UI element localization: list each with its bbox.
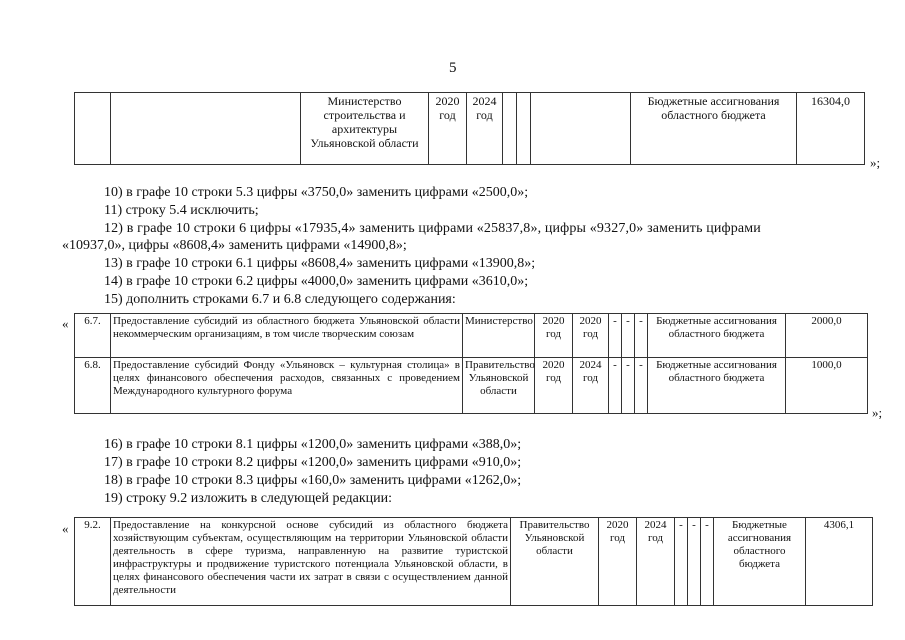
paragraph-15: 15) дополнить строками 6.7 и 6.8 следующего содержания:	[104, 292, 456, 307]
cell-source: Бюджетные ассигнования областного бюджета	[631, 93, 797, 165]
paragraph-14: 14) в графе 10 строки 6.2 цифры «4000,0» заменить цифрами «3610,0»;	[104, 274, 529, 289]
cell-source: Бюджетные ассигнования областного бюджета	[648, 358, 786, 414]
cell-p3: -	[635, 358, 648, 414]
cell-executor: Министерство	[463, 314, 535, 358]
table-row	[75, 93, 865, 165]
cell-executor: Правительство Ульяновской области	[511, 518, 599, 606]
paragraph-16: 16) в графе 10 строки 8.1 цифры «1200,0» заменить цифрами «388,0»;	[104, 437, 522, 452]
cell-name: Предоставление на конкурсной основе субсидий из областного бюджета хозяйствующим субъектам, осуществляющим на территории Ульяновской области деятельность в сфере туризма, направленную на развитие туристской инфраструктуры и продвижение туристского потенциала Ульяновской области, в целях финансового обеспечения части их затрат в связи с осуществлением данной деятельности	[111, 518, 511, 606]
cell-start: 2020 год	[535, 314, 573, 358]
paragraph-13: 13) в графе 10 строки 6.1 цифры «8608,4» заменить цифрами «13900,8»;	[104, 256, 536, 271]
cell-total: 1000,0	[786, 358, 868, 414]
cell-source: Бюджетные ассигнования областного бюджета	[648, 314, 786, 358]
cell-end: 2024 год	[467, 93, 503, 165]
cell-p3	[531, 93, 631, 165]
paragraph-17: 17) в графе 10 строки 8.2 цифры «1200,0» заменить цифрами «910,0»;	[104, 455, 522, 470]
table-row	[75, 314, 868, 358]
table-replacement-row	[74, 517, 873, 606]
cell-source: Бюджетные ассигнования областного бюджета	[714, 518, 806, 606]
cell-num: 6.8.	[75, 358, 111, 414]
cell-name	[111, 93, 301, 165]
opening-quote-2: «	[62, 316, 69, 331]
cell-p1: -	[675, 518, 688, 606]
page-number: 5	[449, 60, 457, 76]
cell-num: 6.7.	[75, 314, 111, 358]
cell-end: 2020 год	[573, 314, 609, 358]
cell-name: Предоставление субсидий Фонду «Ульяновск – культурная столица» в целях финансового обеспечения расходов, связанных с проведением Международного культурного форума	[111, 358, 463, 414]
paragraph-11: 11) строку 5.4 исключить;	[104, 203, 259, 218]
cell-p3: -	[635, 314, 648, 358]
cell-end: 2024 год	[637, 518, 675, 606]
cell-num	[75, 93, 111, 165]
cell-executor: Министерство строительства и архитектуры Ульяновской области	[301, 93, 429, 165]
cell-p2: -	[688, 518, 701, 606]
opening-quote-3: «	[62, 521, 69, 536]
closing-quote-1: »;	[870, 155, 881, 170]
cell-total: 16304,0	[797, 93, 865, 165]
cell-start: 2020 год	[535, 358, 573, 414]
cell-total: 4306,1	[806, 518, 873, 606]
cell-p2	[517, 93, 531, 165]
cell-end: 2024 год	[573, 358, 609, 414]
cell-executor: Правительство Ульяновской области	[463, 358, 535, 414]
cell-p2: -	[622, 314, 635, 358]
cell-p3: -	[701, 518, 714, 606]
cell-p1: -	[609, 314, 622, 358]
table-continuation	[74, 92, 865, 165]
table-row	[75, 518, 873, 606]
cell-start: 2020 год	[599, 518, 637, 606]
paragraph-19: 19) строку 9.2 изложить в следующей редакции:	[104, 491, 393, 506]
cell-p1: -	[609, 358, 622, 414]
paragraph-18: 18) в графе 10 строки 8.3 цифры «160,0» заменить цифрами «1262,0»;	[104, 473, 522, 488]
closing-quote-2: »;	[872, 405, 883, 420]
cell-total: 2000,0	[786, 314, 868, 358]
cell-p1	[503, 93, 517, 165]
cell-num: 9.2.	[75, 518, 111, 606]
cell-start: 2020 год	[429, 93, 467, 165]
cell-p2: -	[622, 358, 635, 414]
paragraph-10: 10) в графе 10 строки 5.3 цифры «3750,0» заменить цифрами «2500,0»;	[104, 185, 529, 200]
table-row	[75, 358, 868, 414]
paragraph-12-cont: «10937,0», цифры «8608,4» заменить цифрами «14900,8»;	[62, 238, 407, 253]
paragraph-12: 12) в графе 10 строки 6 цифры «17935,4» заменить цифрами «25837,8», цифры «9327,0» заменить цифрами	[104, 221, 761, 236]
table-new-rows	[74, 313, 868, 414]
cell-name: Предоставление субсидий из областного бюджета Ульяновской области некоммерческим организациям, в том числе творческим союзам	[111, 314, 463, 358]
